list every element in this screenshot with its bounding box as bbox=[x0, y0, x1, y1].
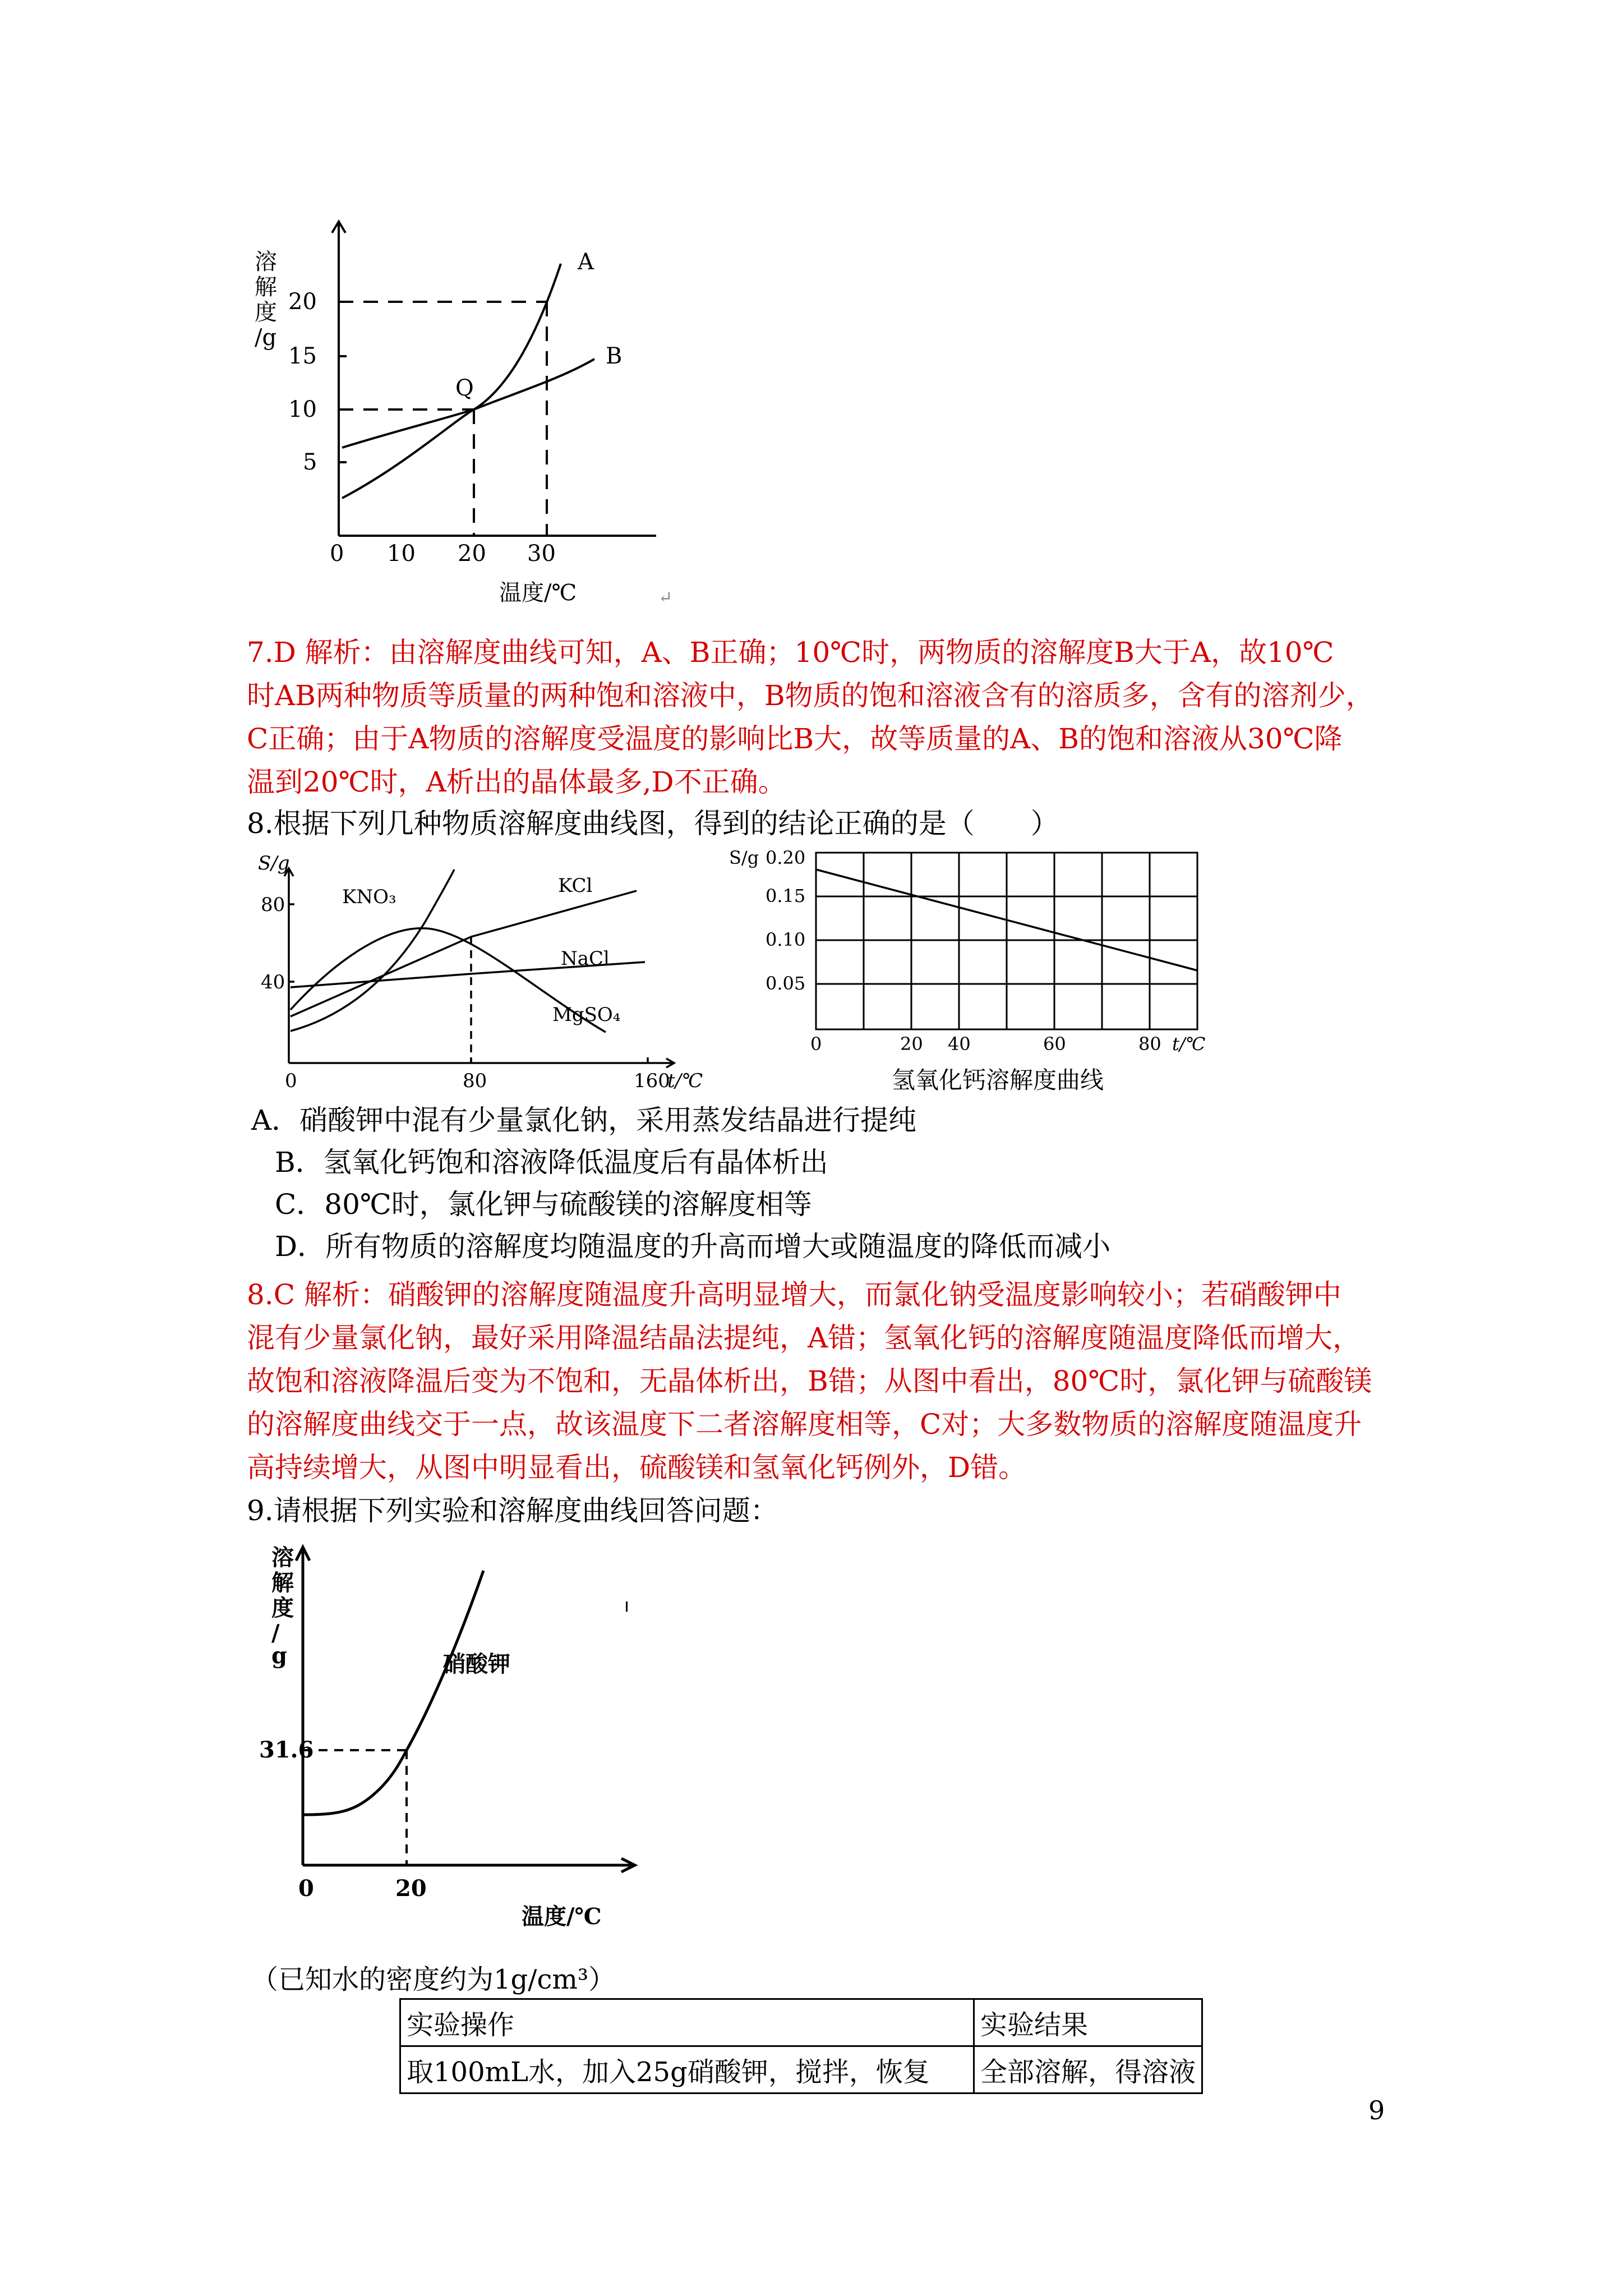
x-tick: 10 bbox=[387, 541, 416, 567]
x-axis-label: 温度/℃ bbox=[522, 1903, 602, 1930]
svg-text:g: g bbox=[271, 1642, 287, 1669]
series-label: 硝酸钾 bbox=[443, 1651, 510, 1677]
q9-question bbox=[247, 1489, 1396, 1533]
q8-answer bbox=[247, 1273, 1396, 1489]
answer-line: 8.C 解析：硝酸钾的溶解度随温度升高明显增大，而氯化钠受温度影响较小；若硝酸钾中 bbox=[247, 1278, 1341, 1311]
y-tick: 0.05 bbox=[766, 973, 806, 994]
y-tick: 80 bbox=[261, 894, 285, 916]
y-axis-label-1: 溶 bbox=[255, 249, 277, 275]
x-tick: 60 bbox=[1043, 1033, 1066, 1055]
y-tick: 5 bbox=[303, 449, 317, 475]
answer-line: 7.D 解析：由溶解度曲线可知，A、B正确；10℃时，两物质的溶解度B大于A，故10℃ bbox=[247, 636, 1334, 669]
x-axis-label: 温度/℃ bbox=[499, 580, 577, 606]
answer-line: 的溶解度曲线交于一点，故该温度下二者溶解度相等，C对；大多数物质的溶解度随温度升 bbox=[247, 1408, 1362, 1441]
svg-text:解: 解 bbox=[255, 274, 277, 300]
x-tick: 0 bbox=[330, 541, 344, 567]
y-tick: 0.15 bbox=[766, 885, 806, 907]
x-tick: 0 bbox=[810, 1033, 822, 1055]
svg-text:/g: /g bbox=[255, 325, 277, 351]
table-header-row bbox=[400, 1999, 1202, 2046]
chart-caption: 氢氧化钙溶解度曲线 bbox=[892, 1066, 1104, 1094]
x-tick: 20 bbox=[458, 541, 486, 567]
svg-text:/: / bbox=[271, 1620, 280, 1646]
option-a: A．硝酸钾中混有少量氯化钠，采用蒸发结晶进行提纯 bbox=[251, 1104, 917, 1137]
table-cell: 取100mL水，加入25g硝酸钾，搅拌，恢复 bbox=[400, 2046, 974, 2093]
point-q-label: Q bbox=[455, 375, 474, 401]
q7-answer bbox=[247, 631, 1396, 804]
series-a-label: A bbox=[578, 249, 594, 275]
answer-line: 时AB两种物质等质量的两种饱和溶液中，B物质的饱和溶液含有的溶质多，含有的溶剂少， bbox=[247, 679, 1374, 712]
curve-kno3-single bbox=[304, 1571, 483, 1815]
question-text: 8.根据下列几种物质溶解度曲线图，得到的结论正确的是（ ） bbox=[247, 807, 1059, 840]
question-text: 9.请根据下列实验和溶解度曲线回答问题： bbox=[247, 1494, 778, 1527]
table-cell: 全部溶解，得溶液 bbox=[974, 2046, 1202, 2093]
table-header-cell: 实验结果 bbox=[974, 1999, 1202, 2046]
series-kcl-label: KCl bbox=[558, 875, 593, 897]
curve-b bbox=[342, 359, 594, 448]
svg-text:溶: 溶 bbox=[271, 1544, 294, 1571]
y-axis-label: S/g bbox=[258, 852, 290, 875]
svg-text:解: 解 bbox=[271, 1570, 294, 1596]
x-tick: 160 bbox=[634, 1070, 670, 1092]
answer-line: 温到20℃时，A析出的晶体最多,D不正确。 bbox=[247, 766, 786, 798]
series-nacl-label: NaCl bbox=[561, 947, 610, 970]
series-b-label: B bbox=[606, 343, 623, 369]
x-tick: 30 bbox=[527, 541, 556, 567]
svg-text:度: 度 bbox=[271, 1595, 294, 1621]
experiment-table bbox=[399, 1998, 1203, 2094]
option-d: D．所有物质的溶解度均随温度的升高而增大或随温度的降低而减小 bbox=[275, 1230, 1111, 1263]
q8-question bbox=[247, 802, 1396, 845]
svg-text:↵: ↵ bbox=[658, 588, 673, 608]
series-mgso4-label: MgSO₄ bbox=[552, 1004, 621, 1026]
answer-line: C正确；由于A物质的溶解度受温度的影响比B大，故等质量的A、B的饱和溶液从30℃降 bbox=[247, 723, 1343, 755]
x-tick: 0 bbox=[285, 1070, 297, 1092]
svg-text:度: 度 bbox=[255, 300, 277, 325]
y-tick: 20 bbox=[288, 289, 317, 315]
calcium-hydroxide-chart bbox=[723, 847, 1228, 1111]
table-header-cell: 实验操作 bbox=[400, 1999, 974, 2046]
x-tick: 80 bbox=[1138, 1033, 1161, 1055]
x-tick: 20 bbox=[395, 1875, 427, 1902]
kno3-solubility-chart bbox=[252, 1537, 656, 1930]
x-axis-label: t/℃ bbox=[1172, 1033, 1206, 1055]
table-row bbox=[400, 2046, 1202, 2093]
x-axis-label: t/℃ bbox=[667, 1070, 703, 1092]
option-c: C．80℃时，氯化钾与硫酸镁的溶解度相等 bbox=[275, 1188, 812, 1221]
y-axis-label: S/g bbox=[729, 847, 759, 868]
y-tick: 10 bbox=[288, 397, 317, 422]
x-tick: 0 bbox=[298, 1875, 314, 1902]
page-number: 9 bbox=[1368, 2095, 1385, 2125]
answer-line: 混有少量氯化钠，最好采用降温结晶法提纯，A错；氢氧化钙的溶解度随温度降低而增大， bbox=[247, 1322, 1361, 1354]
x-tick: 80 bbox=[463, 1070, 487, 1092]
y-tick: 0.20 bbox=[766, 847, 806, 868]
y-tick: 40 bbox=[261, 971, 285, 993]
solubility-chart-ab bbox=[247, 213, 707, 617]
option-b: B．氢氧化钙饱和溶液降低温度后有晶体析出 bbox=[275, 1146, 828, 1179]
curve-a bbox=[342, 264, 561, 498]
series-kno3-label: KNO₃ bbox=[342, 886, 396, 908]
solubility-chart-multi bbox=[247, 847, 707, 1094]
answer-line: 故饱和溶液降温后变为不饱和，无晶体析出，B错；从图中看出，80℃时，氯化钾与硫酸镁 bbox=[247, 1365, 1372, 1397]
stray-mark bbox=[626, 1602, 628, 1612]
y-tick: 31.6 bbox=[259, 1737, 314, 1763]
x-tick: 40 bbox=[948, 1033, 971, 1055]
y-tick: 15 bbox=[288, 343, 317, 369]
x-tick: 20 bbox=[900, 1033, 923, 1055]
density-note: （已知水的密度约为1g/cm³） bbox=[251, 1964, 616, 1995]
answer-line: 高持续增大，从图中明显看出，硫酸镁和氢氧化钙例外，D错。 bbox=[247, 1451, 1027, 1484]
y-tick: 0.10 bbox=[766, 929, 806, 950]
